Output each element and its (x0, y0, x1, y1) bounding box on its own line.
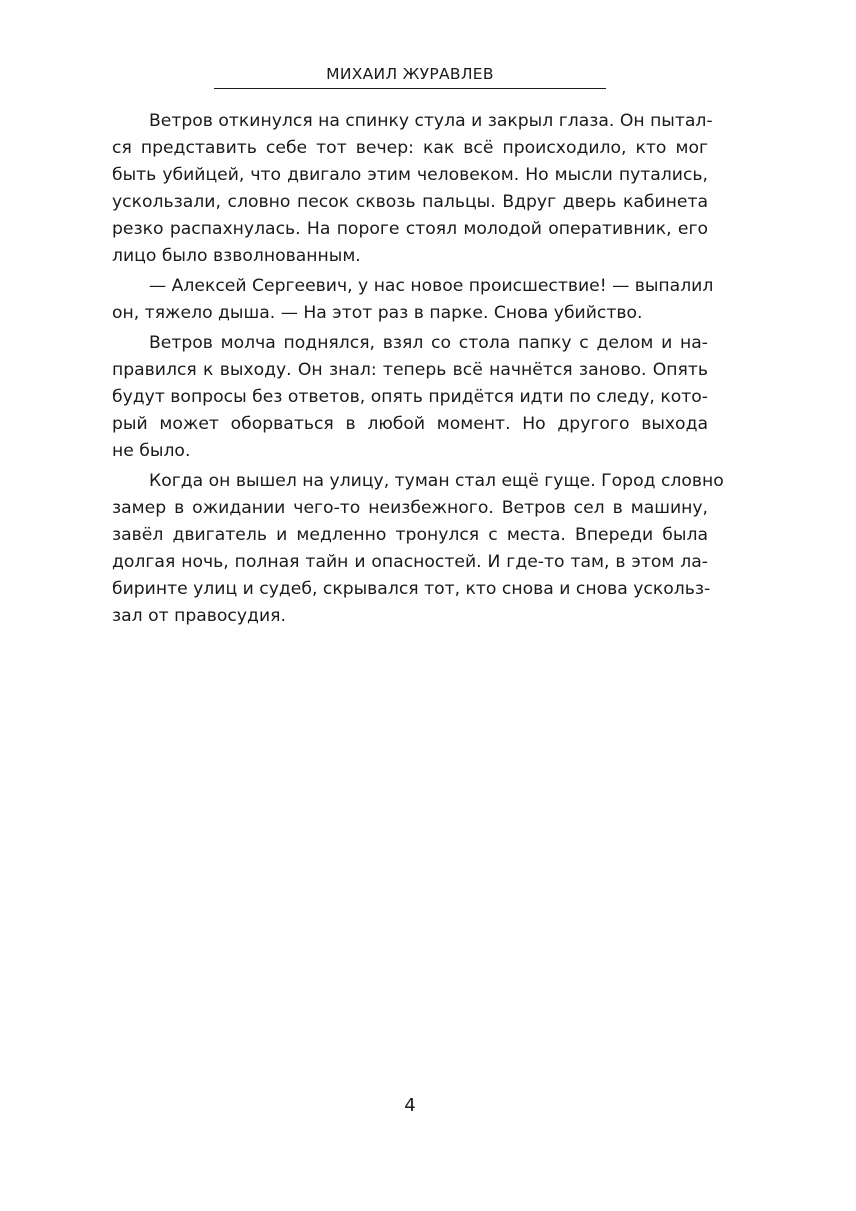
text-line: рый может оборваться в любой момент. Но другого выхода (112, 414, 708, 434)
paragraph-2 (112, 273, 714, 327)
text-line: правился к выходу. Он знал: теперь всё начнётся заново. Опять (112, 360, 708, 380)
text-line: не было. (112, 441, 191, 461)
text-line: лицо было взволнованным. (112, 246, 361, 266)
text-line: замер в ожидании чего-то неизбежного. Ветров сел в машину, (112, 498, 708, 518)
paragraph-3 (112, 330, 708, 465)
text-line: зал от правосудия. (112, 606, 286, 626)
text-line: завёл двигатель и медленно тронулся с места. Впереди была (112, 525, 708, 545)
text-line: будут вопросы без ответов, опять придётся идти по следу, кото- (112, 387, 708, 407)
paragraph-4 (112, 468, 724, 630)
running-header-author: МИХАИЛ ЖУРАВЛЕВ (214, 62, 606, 89)
body-text (112, 108, 724, 633)
text-line: ся представить себе тот вечер: как всё происходило, кто мог (112, 138, 708, 158)
text-line: — Алексей Сергеевич, у нас новое происшествие! — выпалил (149, 276, 714, 296)
text-line: долгая ночь, полная тайн и опасностей. И где-то там, в этом ла- (112, 552, 708, 572)
text-line: биринте улиц и судеб, скрывался тот, кто снова и снова ускольз- (112, 579, 711, 599)
text-line: Ветров молча поднялся, взял со стола папку с делом и на- (149, 333, 708, 353)
text-line: Ветров откинулся на спинку стула и закрыл глаза. Он пытал- (149, 111, 713, 131)
text-line: он, тяжело дыша. — На этот раз в парке. Снова убийство. (112, 303, 643, 323)
text-line: резко распахнулась. На пороге стоял молодой оперативник, его (112, 219, 708, 239)
text-line: быть убийцей, что двигало этим человеком. Но мысли путались, (112, 165, 708, 185)
text-line: ускользали, словно песок сквозь пальцы. Вдруг дверь кабинета (112, 192, 708, 212)
paragraph-1 (112, 108, 713, 270)
text-line: Когда он вышел на улицу, туман стал ещё гуще. Город словно (149, 471, 724, 491)
page-number: 4 (404, 1095, 416, 1116)
